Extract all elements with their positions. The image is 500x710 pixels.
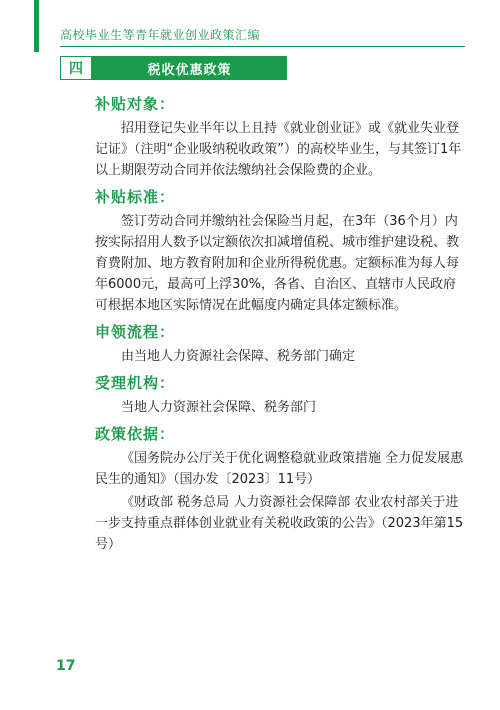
heading-subsidy-standard: 补贴标准： <box>95 188 176 206</box>
block-subsidy-standard <box>95 187 465 316</box>
paragraph: 由当地人力资源社会保障、税务部门确定 <box>121 349 356 364</box>
paragraph: 签订劳动合同并缴纳社会保险当月起，在3年（36个月）内按实际招用人数予以定额依次扣减增值税、城市维护建设税、教育费附加、地方教育附加和企业所得税优惠。定额标准为每人每年6000元，最高可上浮30%，各省、自治区、直辖市人民政府可根据本地区实际情况在此幅度内确定具体定额标准。 <box>95 214 460 313</box>
heading-application-process: 申领流程： <box>95 323 176 341</box>
paragraph: 招用登记失业半年以上且持《就业创业证》或《就业失业登记证》（注明“企业吸纳税收政策”）的高校毕业生，与其签订1年以上期限劳动合同并依法缴纳社会保险费的企业。 <box>95 121 462 178</box>
page-number: 17 <box>56 658 76 674</box>
heading-policy-basis: 政策依据： <box>95 425 176 443</box>
heading-handling-agency: 受理机构： <box>95 374 176 392</box>
section-title: 税收优惠政策 <box>92 56 287 80</box>
block-subsidy-target <box>95 94 465 181</box>
block-policy-basis <box>95 424 465 555</box>
section-banner <box>60 56 287 80</box>
header-rule <box>60 46 465 47</box>
block-application-process <box>95 322 465 367</box>
paragraph: 当地人力资源社会保障、税务部门 <box>121 400 317 415</box>
heading-subsidy-target: 补贴对象： <box>95 95 176 113</box>
top-accent-bar <box>34 0 39 52</box>
paragraph: 《财政部 税务总局 人力资源社会保障部 农业农村部关于进一步支持重点群体创业就业有关税收政策的公告》（2023年第15号） <box>95 495 464 552</box>
block-handling-agency <box>95 373 465 418</box>
paragraph: 《国务院办公厅关于优化调整稳就业政策措施 全力促发展惠民生的通知》（国办发〔2023〕11号） <box>95 451 464 487</box>
section-number: 四 <box>60 56 92 80</box>
content-body <box>95 94 465 561</box>
running-header: 高校毕业生等青年就业创业政策汇编 <box>60 28 261 42</box>
